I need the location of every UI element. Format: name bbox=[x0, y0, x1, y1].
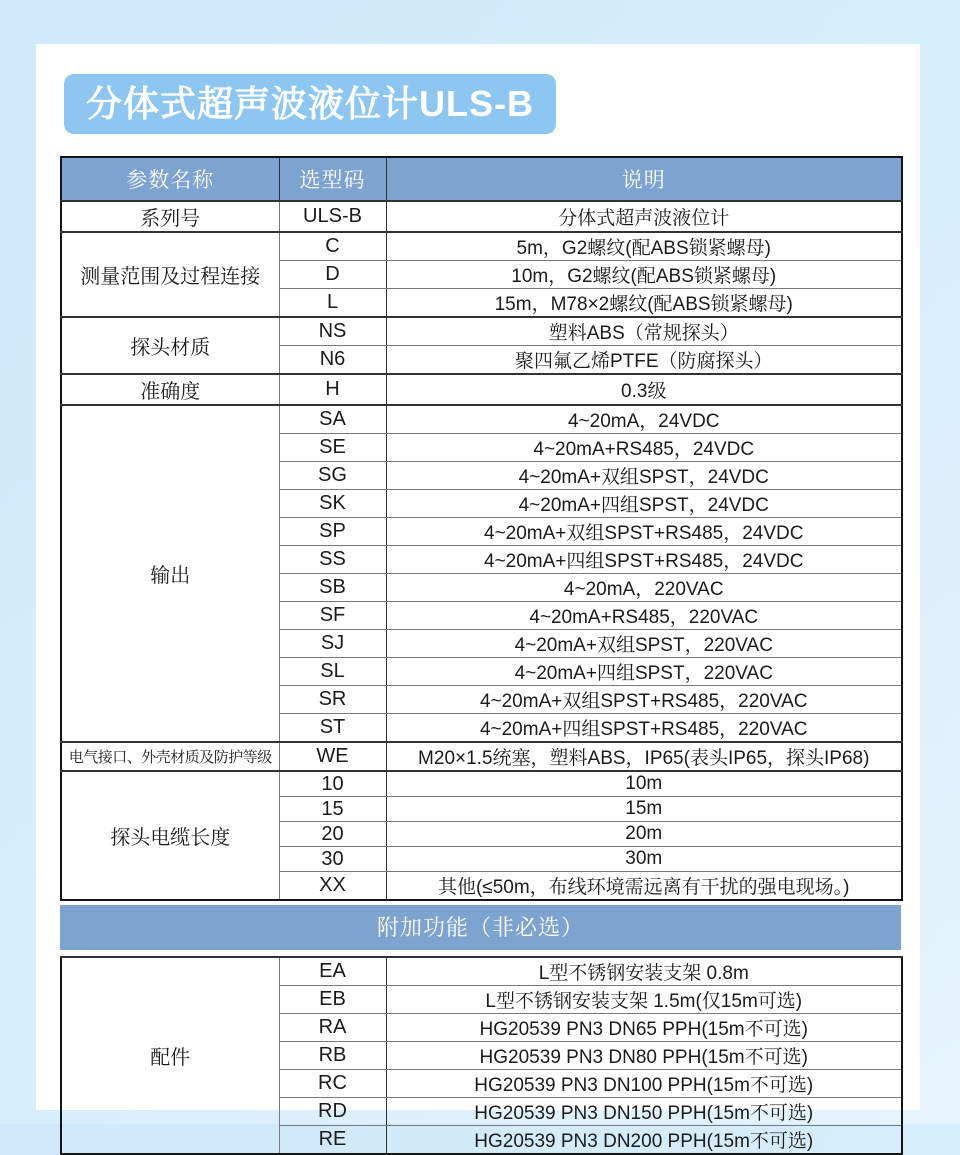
selection-code-cell: SR bbox=[279, 686, 386, 714]
description-cell: HG20539 PN3 DN200 PPH(15m不可选) bbox=[386, 1126, 902, 1155]
selection-code-cell: SG bbox=[279, 462, 386, 490]
param-name-cell: 探头电缆长度 bbox=[61, 771, 279, 900]
selection-table-area bbox=[60, 156, 901, 1155]
selection-code-cell: 15 bbox=[279, 797, 386, 822]
description-cell: 5m，G2螺纹(配ABS锁紧螺母) bbox=[386, 232, 902, 261]
description-cell: 4~20mA，24VDC bbox=[386, 405, 902, 434]
param-name-cell: 准确度 bbox=[61, 374, 279, 405]
description-cell: 4~20mA+双组SPST+RS485，24VDC bbox=[386, 518, 902, 546]
table-row bbox=[61, 742, 902, 771]
selection-code-cell: WE bbox=[279, 742, 386, 771]
spec-table bbox=[60, 156, 903, 901]
selection-code-cell: RE bbox=[279, 1126, 386, 1155]
selection-code-cell: ST bbox=[279, 714, 386, 743]
description-cell: 4~20mA+双组SPST+RS485，220VAC bbox=[386, 686, 902, 714]
selection-code-cell: 10 bbox=[279, 771, 386, 797]
description-cell: 15m，M78×2螺纹(配ABS锁紧螺母) bbox=[386, 289, 902, 318]
description-cell: 4~20mA+四组SPST+RS485，24VDC bbox=[386, 546, 902, 574]
param-name-cell: 系列号 bbox=[61, 201, 279, 232]
description-cell: HG20539 PN3 DN65 PPH(15m不可选) bbox=[386, 1014, 902, 1042]
selection-code-cell: N6 bbox=[279, 346, 386, 375]
description-cell: 15m bbox=[386, 797, 902, 822]
selection-code-cell: H bbox=[279, 374, 386, 405]
param-name-cell: 配件 bbox=[61, 957, 279, 1154]
table-row bbox=[61, 374, 902, 405]
description-cell: 塑料ABS（常规探头） bbox=[386, 317, 902, 346]
description-cell: 0.3级 bbox=[386, 374, 902, 405]
selection-code-cell: SP bbox=[279, 518, 386, 546]
description-cell: 4~20mA+双组SPST，220VAC bbox=[386, 630, 902, 658]
selection-code-cell: SE bbox=[279, 434, 386, 462]
table-row bbox=[61, 232, 902, 261]
selection-code-cell: EA bbox=[279, 957, 386, 986]
selection-code-cell: RD bbox=[279, 1098, 386, 1126]
description-cell: L型不锈钢安装支架 0.8m bbox=[386, 957, 902, 986]
selection-code-cell: ULS-B bbox=[279, 201, 386, 232]
selection-code-cell: SA bbox=[279, 405, 386, 434]
selection-code-cell: C bbox=[279, 232, 386, 261]
selection-code-cell: RB bbox=[279, 1042, 386, 1070]
selection-code-cell: D bbox=[279, 261, 386, 289]
description-cell: 30m bbox=[386, 847, 902, 872]
selection-code-cell: L bbox=[279, 289, 386, 318]
description-cell: HG20539 PN3 DN80 PPH(15m不可选) bbox=[386, 1042, 902, 1070]
selection-code-cell: SK bbox=[279, 490, 386, 518]
header-description: 说明 bbox=[386, 157, 902, 201]
selection-code-cell: SJ bbox=[279, 630, 386, 658]
table-row bbox=[61, 317, 902, 346]
selection-code-cell: SB bbox=[279, 574, 386, 602]
table-row bbox=[61, 957, 902, 986]
selection-code-cell: 30 bbox=[279, 847, 386, 872]
description-cell: 其他(≤50m，布线环境需远离有干扰的强电现场。) bbox=[386, 872, 902, 901]
selection-code-cell: SS bbox=[279, 546, 386, 574]
header-code: 选型码 bbox=[279, 157, 386, 201]
table-row bbox=[61, 201, 902, 232]
description-cell: 分体式超声波液位计 bbox=[386, 201, 902, 232]
header-param-name: 参数名称 bbox=[61, 157, 279, 201]
content-card bbox=[36, 44, 920, 1152]
description-cell: 4~20mA+四组SPST，220VAC bbox=[386, 658, 902, 686]
optional-features-banner: 附加功能（非必选） bbox=[60, 905, 901, 950]
description-cell: 4~20mA+四组SPST，24VDC bbox=[386, 490, 902, 518]
description-cell: 4~20mA+RS485，220VAC bbox=[386, 602, 902, 630]
description-cell: M20×1.5统塞，塑料ABS，IP65(表头IP65，探头IP68) bbox=[386, 742, 902, 771]
description-cell: 4~20mA+四组SPST+RS485，220VAC bbox=[386, 714, 902, 743]
description-cell: HG20539 PN3 DN150 PPH(15m不可选) bbox=[386, 1098, 902, 1126]
spec-table-body bbox=[61, 201, 902, 900]
description-cell: HG20539 PN3 DN100 PPH(15m不可选) bbox=[386, 1070, 902, 1098]
table-row bbox=[61, 405, 902, 434]
selection-code-cell: NS bbox=[279, 317, 386, 346]
description-cell: 4~20mA+RS485，24VDC bbox=[386, 434, 902, 462]
product-title: 分体式超声波液位计ULS-B bbox=[64, 74, 556, 134]
spec-table-header bbox=[61, 157, 902, 201]
header-row bbox=[61, 157, 902, 201]
selection-code-cell: RC bbox=[279, 1070, 386, 1098]
selection-code-cell: XX bbox=[279, 872, 386, 901]
selection-code-cell: SF bbox=[279, 602, 386, 630]
description-cell: 聚四氟乙烯PTFE（防腐探头） bbox=[386, 346, 902, 375]
description-cell: 4~20mA+双组SPST，24VDC bbox=[386, 462, 902, 490]
param-name-cell: 电气接口、外壳材质及防护等级 bbox=[61, 742, 279, 771]
selection-code-cell: 20 bbox=[279, 822, 386, 847]
description-cell: 10m bbox=[386, 771, 902, 797]
accessories-table-body bbox=[61, 957, 902, 1154]
param-name-cell: 探头材质 bbox=[61, 317, 279, 374]
param-name-cell: 输出 bbox=[61, 405, 279, 742]
description-cell: 4~20mA，220VAC bbox=[386, 574, 902, 602]
param-name-cell: 测量范围及过程连接 bbox=[61, 232, 279, 317]
selection-code-cell: SL bbox=[279, 658, 386, 686]
accessories-table bbox=[60, 956, 903, 1155]
table-row bbox=[61, 771, 902, 797]
description-cell: 20m bbox=[386, 822, 902, 847]
selection-code-cell: RA bbox=[279, 1014, 386, 1042]
selection-code-cell: EB bbox=[279, 986, 386, 1014]
description-cell: L型不锈钢安装支架 1.5m(仅15m可选) bbox=[386, 986, 902, 1014]
description-cell: 10m，G2螺纹(配ABS锁紧螺母) bbox=[386, 261, 902, 289]
